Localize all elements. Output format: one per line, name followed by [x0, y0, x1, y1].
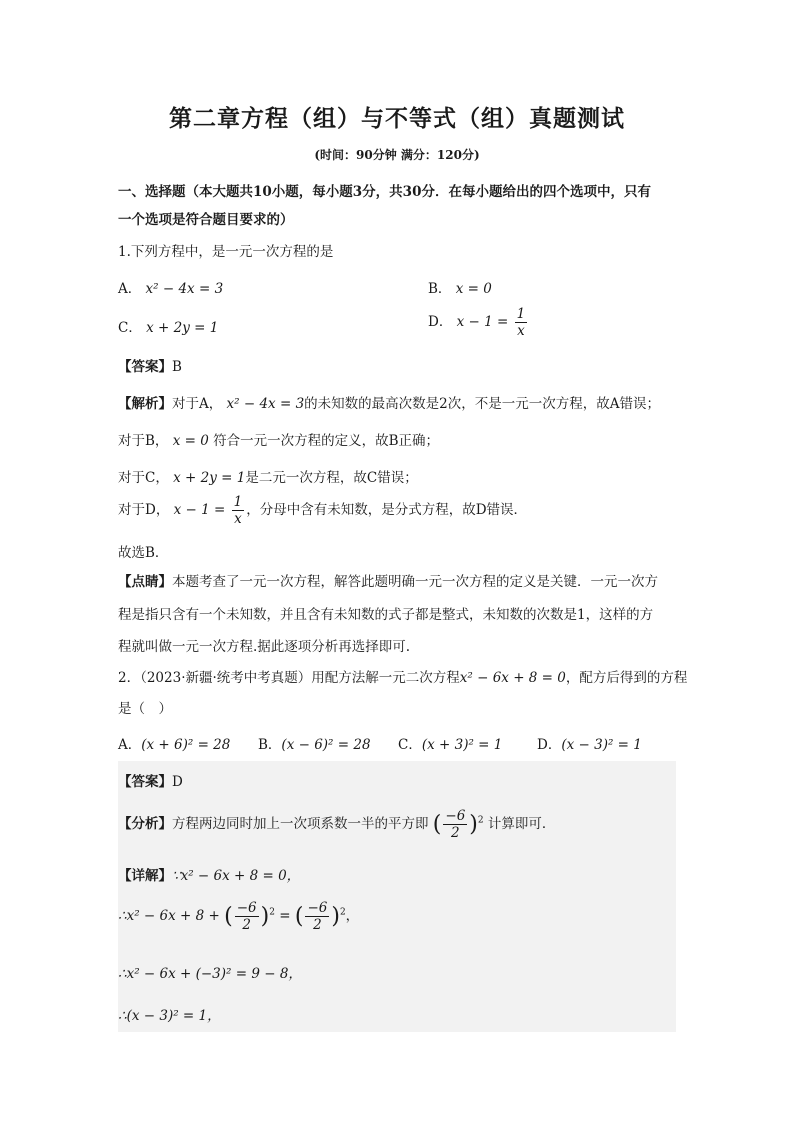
solution-block [118, 761, 676, 1032]
q1-conclusion: 故选B． [118, 545, 169, 561]
option-math: x² − 4x = 3 [145, 281, 224, 297]
fraction-denominator: x [234, 511, 242, 527]
option-label: B． [258, 737, 282, 753]
fraction-denominator: 2 [313, 917, 322, 933]
analysis-text: 是二元一次方程，故C错误； [245, 470, 418, 486]
q1-comment-line3: 程就叫做一元一次方程.据此逐项分析再选择即可. [118, 639, 411, 655]
fraction [443, 808, 467, 841]
analysis-text: 符合一元一次方程的定义，故B正确； [213, 433, 440, 449]
detail-math: ∴x² − 6x + 8 + [118, 908, 220, 924]
analysis-math: x − 1 = [173, 502, 226, 518]
answer-tag: 【答案】 [118, 774, 172, 790]
detail-tail: ， [345, 908, 360, 924]
option-math: (x + 6)² = 28 [141, 737, 231, 753]
analysis-text: 对于B， [118, 433, 169, 449]
close-paren: ) [260, 904, 270, 929]
analysis-tag: 【分析】 [118, 816, 172, 832]
comment-text: 本题考查了一元一次方程，解答此题明确一元一次方程的定义是关键．一元一次方 [172, 574, 658, 590]
fraction [515, 306, 528, 339]
q1-comment-line2: 程是指只含有一个未知数，并且含有未知数的式子都是整式，未知数的次数是1，这样的方 [118, 607, 654, 623]
q2-option-a [118, 733, 230, 753]
analysis-math: x² − 4x = 3 [226, 396, 305, 412]
q2-answer [118, 770, 183, 790]
fraction-denominator: 2 [451, 825, 460, 841]
q2-option-b [258, 733, 371, 753]
option-math: x = 0 [455, 281, 492, 297]
analysis-text: 方程两边同时加上一次项系数一半的平方即 [172, 816, 429, 832]
fraction-numerator: 1 [516, 306, 526, 322]
option-label: C． [398, 737, 422, 753]
fraction-numerator: 1 [233, 494, 243, 510]
q2-option-d [537, 733, 642, 753]
page-title: 第二章方程（组）与不等式（组）真题测试 [169, 106, 625, 132]
superscript: 2 [477, 815, 484, 826]
q2-detail-line2 [118, 900, 359, 933]
fraction-numerator: −6 [307, 900, 328, 916]
option-math: x + 2y = 1 [146, 320, 219, 336]
analysis-text: 的未知数的最高次数是2次，不是一元一次方程，故A错误； [304, 396, 660, 412]
analysis-text: 计算即可． [487, 816, 556, 832]
option-label: D． [428, 314, 453, 330]
option-label: A． [118, 737, 142, 753]
section-heading-line2: 一个选项是符合题目要求的） [118, 212, 294, 228]
superscript: 2 [269, 907, 275, 918]
fraction-denominator: x [517, 323, 525, 339]
q2-detail-line3 [118, 962, 302, 982]
question-2-stem-line2: 是（ ） [118, 701, 172, 717]
detail-math: ∵x² − 6x + 8 = 0， [172, 868, 301, 884]
answer-value: D [172, 774, 183, 790]
q1-option-b [428, 277, 492, 297]
analysis-text: 对于D， [118, 502, 170, 518]
close-paren: ) [469, 812, 478, 837]
analysis-math: x + 2y = 1 [173, 470, 246, 486]
close-paren: ) [331, 904, 340, 929]
fraction-numerator: −6 [445, 808, 466, 824]
fraction [235, 900, 259, 933]
option-math: (x + 3)² = 1 [421, 737, 503, 753]
analysis-tag: 【解析】 [118, 396, 172, 412]
fraction [305, 900, 329, 933]
detail-tag: 【详解】 [118, 868, 172, 884]
option-math: (x − 3)² = 1 [561, 737, 642, 753]
analysis-text: ，分母中含有未知数，是分式方程，故D错误． [246, 502, 528, 518]
q1-option-a [118, 277, 223, 297]
q1-analysis-c [118, 466, 418, 486]
option-math: x − 1 = [456, 314, 509, 330]
exam-info: (时间：90分钟 满分：120分) [314, 148, 480, 162]
analysis-math: x = 0 [172, 433, 209, 449]
q2-option-c [398, 733, 502, 753]
option-label: C． [118, 320, 142, 336]
open-paren: ( [432, 812, 442, 837]
option-label: B． [428, 281, 452, 297]
superscript: 2 [339, 907, 346, 918]
q1-answer [118, 355, 182, 375]
equals-sign: = [279, 908, 291, 924]
q1-analysis-d [118, 494, 527, 527]
q1-analysis-b [118, 429, 439, 449]
answer-value: B [172, 359, 182, 375]
question-2-stem-line1 [118, 666, 687, 686]
option-math: (x − 6)² = 28 [281, 737, 371, 753]
analysis-text: 对于A， [172, 396, 223, 412]
q1-comment-line1 [118, 570, 658, 590]
q1-option-c [118, 316, 218, 336]
option-label: D． [537, 737, 562, 753]
q2-detail-line4 [118, 1004, 221, 1024]
detail-math: ∴(x − 3)² = 1， [118, 1008, 221, 1024]
fraction [232, 494, 245, 527]
analysis-text: 对于C， [118, 470, 169, 486]
answer-tag: 【答案】 [118, 359, 172, 375]
open-paren: ( [294, 904, 304, 929]
stem-text: ，配方后得到的方程 [565, 670, 688, 686]
question-1-stem: 1.下列方程中，是一元一次方程的是 [118, 244, 334, 260]
open-paren: ( [224, 904, 233, 929]
comment-tag: 【点睛】 [118, 574, 172, 590]
q1-analysis-a [118, 392, 660, 412]
stem-text: 2．（2023·新疆·统考中考真题）用配方法解一元二次方程 [118, 670, 460, 686]
stem-math: x² − 6x + 8 = 0 [459, 670, 566, 686]
section-heading-line1: 一、选择题（本大题共10小题，每小题3分，共30分．在每小题给出的四个选项中，只有 [118, 184, 651, 200]
q2-analysis [118, 808, 555, 841]
option-label: A． [118, 281, 142, 297]
fraction-denominator: 2 [242, 917, 251, 933]
q1-option-d [428, 306, 529, 339]
detail-math: ∴x² − 6x + (−3)² = 9 − 8， [118, 966, 302, 982]
q2-detail-line1 [118, 864, 300, 884]
fraction-numerator: −6 [236, 900, 257, 916]
